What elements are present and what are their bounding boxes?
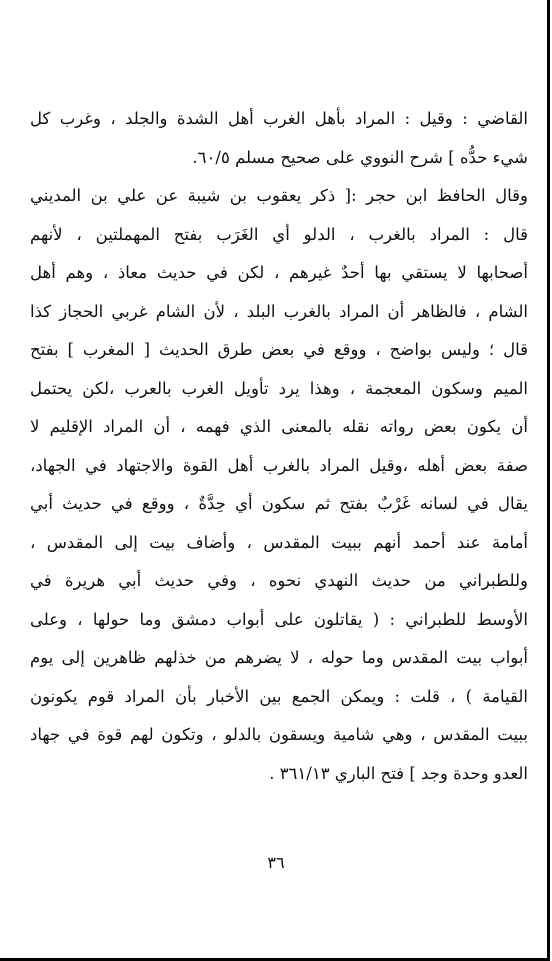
text-line: ببيت المقدس ، وهي شامية ويسقون بالدلو ، وتكون لهم قوة في جهاد bbox=[30, 725, 528, 744]
text-line: وللطبراني من حديث النهدي نحوه ، وفي حديث أبي هريرة في bbox=[30, 571, 528, 590]
text-line: أن يكون بعض رواته نقله بالمعنى الذي فهمه ، أن المراد الإقليم لا bbox=[30, 417, 528, 436]
text-line: أبواب بيت المقدس وما حوله ، لا يضرهم من خذلهم ظاهرين إلى يوم bbox=[30, 648, 528, 667]
text-line: الميم وسكون المعجمة ، وهذا يرد تأويل الغرب بالعرب ،لكن يحتمل bbox=[30, 378, 528, 398]
text-line: قال : المراد بالغرب ، الدلو أي الغَرَب بفتح المهملتين ، لأنهم bbox=[30, 224, 528, 244]
text-line: العدو وحدة وجد ] فتح الباري ٣٦١/١٣ . bbox=[269, 763, 528, 783]
text-line: أمامة عند أحمد أنهم ببيت المقدس ، وأضاف بيت إلى المقدس ، bbox=[30, 532, 528, 552]
page-number: ٣٦ bbox=[267, 853, 285, 872]
text-line: القيامة ) ، قلت : ويمكن الجمع بين الأخبار بأن المراد قوم يكونون bbox=[30, 686, 528, 706]
text-line: صفة بعض أهله ،وقيل المراد بالغرب أهل القوة والاجتهاد في الجهاد، bbox=[30, 455, 528, 475]
text-line: الأوسط للطبراني : ( يقاتلون على أبواب دمشق وما حولها ، وعلى bbox=[30, 609, 528, 629]
text-line: الشام ، فالظاهر أن المراد بالغرب البلد ، لأن الشام غربي الحجاز كذا bbox=[30, 301, 528, 321]
text-line: قال ؛ وليس بواضح ، ووقع في بعض طرق الحديث [ المغرب ] بفتح bbox=[30, 340, 528, 359]
page-body-text bbox=[30, 100, 528, 793]
text-line: وقال الحافظ ابن حجر :[ ذكر يعقوب بن شيبة عن علي بن المديني bbox=[30, 186, 528, 205]
text-line: شيء حدُّه ] شرح النووي على صحيح مسلم ٦٠/٥. bbox=[192, 147, 528, 167]
text-line: أصحابها لا يستقي بها أحدٌ غيرهم ، لكن في حديث معاذ ، وهم أهل bbox=[30, 263, 528, 282]
text-line: القاضي : وقيل : المراد بأهل الغرب أهل الشدة والجلد ، وغرب كل bbox=[30, 109, 528, 128]
text-line: يقال في لسانه غَرْبٌ بفتح ثم سكون أي حِدَّةٌ ، ووقع في حديث أبي bbox=[30, 494, 528, 513]
